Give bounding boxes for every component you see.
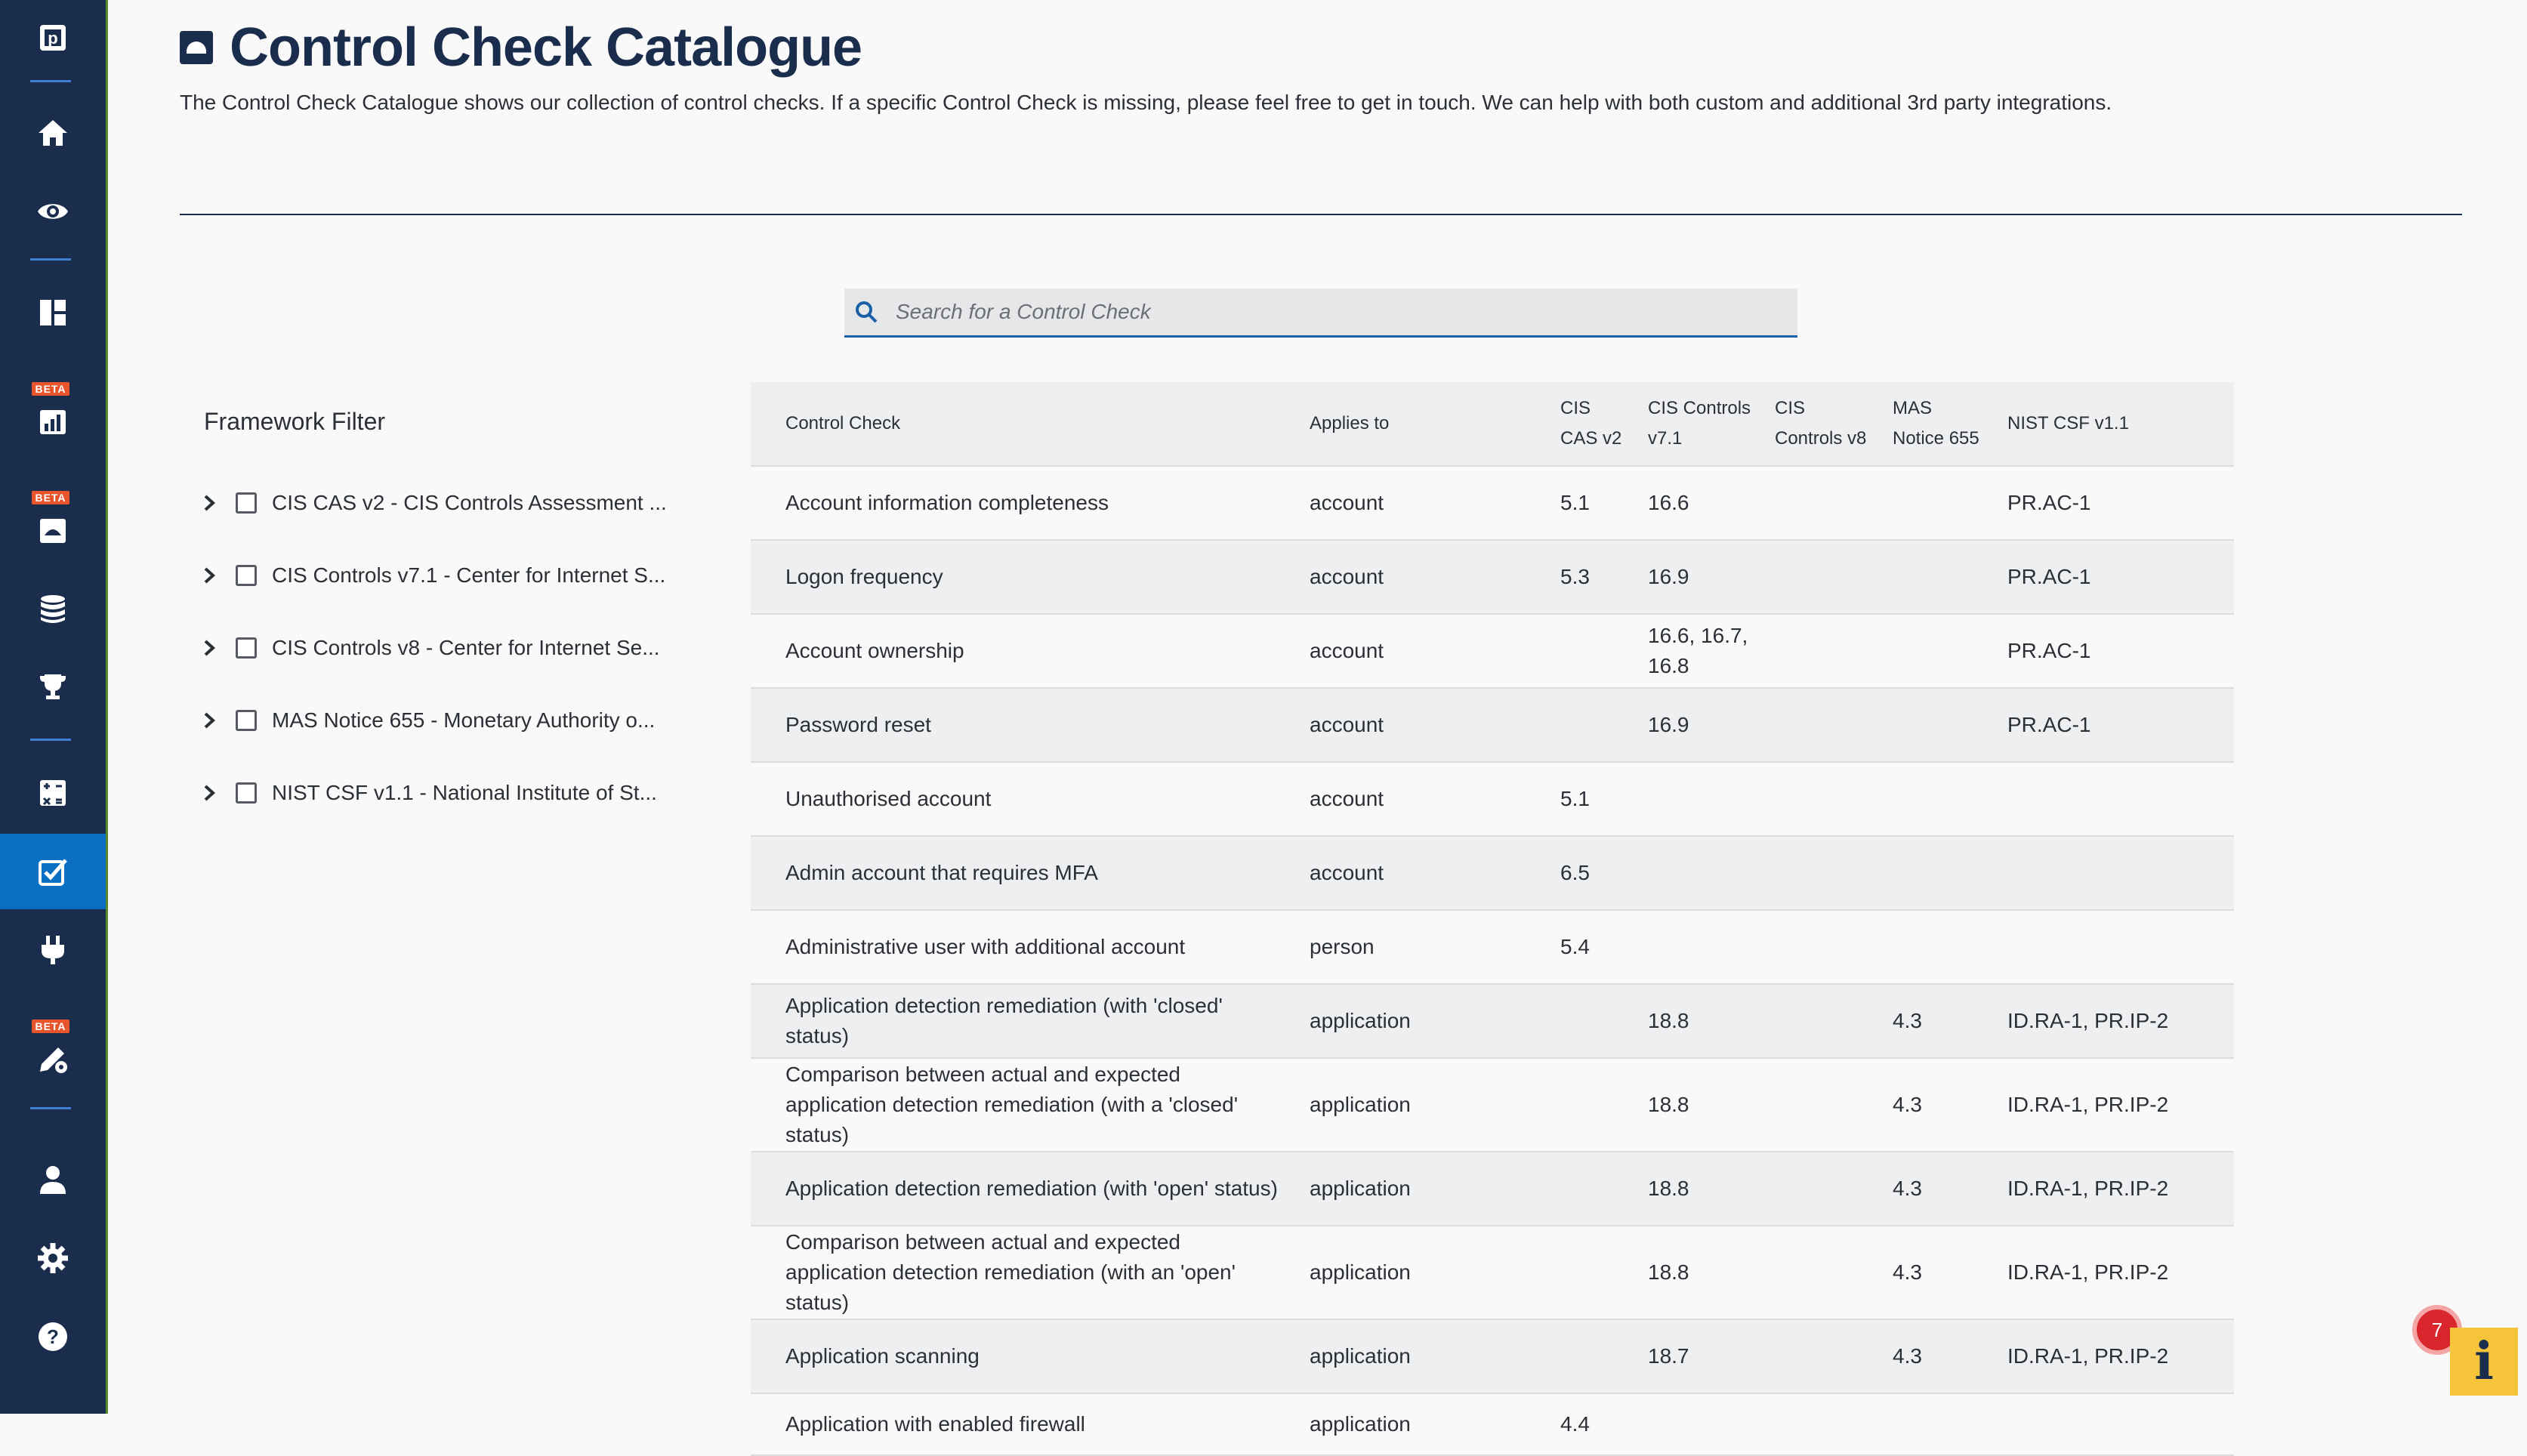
table-row[interactable] [751, 1059, 2234, 1152]
control-check-table [751, 382, 2234, 1456]
cell-cis-cas-v2: 6.5 [1560, 861, 1590, 884]
framework-filter-item [198, 625, 660, 671]
chevron-right-icon[interactable] [198, 564, 221, 587]
framework-filter-label: MAS Notice 655 - Monetary Authority o... [272, 708, 656, 732]
cell-mas-notice-655: 4.3 [1893, 1344, 1922, 1368]
beta-badge: BETA [32, 382, 69, 396]
cell-applies-to: application [1310, 1093, 1411, 1116]
trophy-icon[interactable] [0, 649, 106, 725]
framework-checkbox[interactable] [236, 710, 257, 731]
page-description: The Control Check Catalogue shows our collection of control checks. If a specific Control Check is missing, please feel free to get in touch. We can help with both custom and additional 3rd party integrations. [180, 91, 2112, 114]
cell-cis-cas-v2: 5.4 [1560, 935, 1590, 958]
col-header-cis-controls-v8[interactable]: CIS Controls v8 [1775, 398, 1867, 449]
table-row[interactable] [751, 763, 2234, 837]
cell-control-check: Application scanning [785, 1344, 980, 1368]
table-row[interactable] [751, 985, 2234, 1059]
col-header-cis-cas-v2[interactable]: CIS CAS v2 [1560, 398, 1622, 449]
home-icon[interactable] [0, 95, 106, 171]
catalogue-icon [180, 31, 213, 64]
framework-filter-item [198, 698, 655, 743]
svg-text:?: ? [47, 1325, 59, 1348]
catalogue-icon[interactable] [0, 492, 106, 568]
framework-checkbox[interactable] [236, 782, 257, 804]
table-row[interactable] [751, 1394, 2234, 1456]
cell-applies-to: account [1310, 491, 1384, 514]
framework-checkbox[interactable] [236, 492, 257, 514]
table-row[interactable] [751, 615, 2234, 689]
table-row[interactable] [751, 467, 2234, 541]
header-divider [180, 214, 2462, 215]
page-header [180, 14, 862, 82]
plug-icon[interactable] [0, 912, 106, 988]
search-icon [853, 299, 879, 325]
framework-filter-item [198, 480, 667, 526]
table-row[interactable] [751, 689, 2234, 763]
table-header [751, 382, 2234, 467]
sidebar-divider [30, 80, 71, 82]
search-input[interactable] [894, 299, 1728, 325]
svg-text:p: p [48, 29, 58, 48]
cell-applies-to: application [1310, 1177, 1411, 1200]
framework-filter-title: Framework Filter [204, 408, 386, 435]
sidebar-divider [30, 739, 71, 741]
cell-cis-controls-v71: 16.6, 16.7, 16.8 [1648, 624, 1748, 677]
cell-mas-notice-655: 4.3 [1893, 1009, 1922, 1032]
cell-nist-csf: ID.RA-1, PR.IP-2 [2007, 1093, 2169, 1116]
beta-badge: BETA [32, 1020, 69, 1033]
cell-control-check: Administrative user with additional account [785, 935, 1186, 958]
cell-control-check: Password reset [785, 713, 931, 736]
cell-cis-cas-v2: 4.4 [1560, 1412, 1590, 1436]
cell-cis-controls-v71: 18.8 [1648, 1177, 1689, 1200]
framework-filter-label: NIST CSF v1.1 - National Institute of St... [272, 781, 657, 804]
beta-badge: BETA [32, 491, 69, 504]
cell-control-check: Comparison between actual and expected application detection remediation (with an 'open' status) [785, 1230, 1236, 1314]
cell-applies-to: account [1310, 639, 1384, 662]
help-icon[interactable] [0, 1299, 106, 1374]
cell-nist-csf: PR.AC-1 [2007, 713, 2091, 736]
framework-checkbox[interactable] [236, 565, 257, 586]
col-header-nist-csf[interactable]: NIST CSF v1.1 [2007, 413, 2129, 433]
info-icon: i [2474, 1331, 2494, 1392]
col-header-cis-controls-v71[interactable]: CIS Controls v7.1 [1648, 398, 1751, 449]
cell-cis-controls-v71: 16.6 [1648, 491, 1689, 514]
cell-nist-csf: ID.RA-1, PR.IP-2 [2007, 1344, 2169, 1368]
cell-cis-cas-v2: 5.1 [1560, 491, 1590, 514]
framework-filter-item [198, 770, 657, 816]
cell-mas-notice-655: 4.3 [1893, 1177, 1922, 1200]
col-header-mas-notice-655[interactable]: MAS Notice 655 [1893, 398, 1979, 449]
eye-icon[interactable] [0, 174, 106, 249]
cell-nist-csf: ID.RA-1, PR.IP-2 [2007, 1177, 2169, 1200]
cell-nist-csf: ID.RA-1, PR.IP-2 [2007, 1009, 2169, 1032]
database-icon[interactable] [0, 571, 106, 646]
cell-cis-controls-v71: 16.9 [1648, 565, 1689, 588]
page-title: Control Check Catalogue [230, 17, 862, 78]
table-row[interactable] [751, 1226, 2234, 1320]
cell-applies-to: application [1310, 1260, 1411, 1284]
cell-control-check: Application with enabled firewall [785, 1412, 1085, 1436]
cell-cis-controls-v71: 16.9 [1648, 713, 1689, 736]
table-row[interactable] [751, 1320, 2234, 1394]
col-header-applies-to[interactable]: Applies to [1310, 413, 1390, 433]
cell-mas-notice-655: 4.3 [1893, 1260, 1922, 1284]
gear-icon[interactable] [0, 1220, 106, 1296]
table-row[interactable] [751, 837, 2234, 911]
settings-pen-icon[interactable] [0, 1021, 106, 1097]
cell-cis-controls-v71: 18.8 [1648, 1260, 1689, 1284]
chevron-right-icon[interactable] [198, 709, 221, 732]
table-row[interactable] [751, 541, 2234, 615]
cell-control-check: Comparison between actual and expected application detection remediation (with a 'closed' status) [785, 1063, 1239, 1146]
cell-applies-to: account [1310, 861, 1384, 884]
cell-cis-cas-v2: 5.3 [1560, 565, 1590, 588]
search-bar [844, 288, 1797, 338]
sidebar [0, 0, 108, 1414]
framework-filter-label: CIS Controls v8 - Center for Internet Se... [272, 636, 660, 659]
cell-nist-csf: PR.AC-1 [2007, 565, 2091, 588]
info-button[interactable] [2450, 1328, 2518, 1396]
chevron-right-icon[interactable] [198, 492, 221, 514]
cell-nist-csf: PR.AC-1 [2007, 491, 2091, 514]
cell-applies-to: person [1310, 935, 1375, 958]
cell-nist-csf: ID.RA-1, PR.IP-2 [2007, 1260, 2169, 1284]
cell-control-check: Account information completeness [785, 491, 1109, 514]
calculator-icon[interactable] [0, 755, 106, 831]
table-row[interactable] [751, 911, 2234, 985]
cell-cis-controls-v71: 18.7 [1648, 1344, 1689, 1368]
framework-filter-item [198, 553, 665, 598]
cell-control-check: Application detection remediation (with 'closed' status) [785, 994, 1223, 1047]
sidebar-divider [30, 258, 71, 261]
cell-control-check: Unauthorised account [785, 787, 992, 810]
cell-cis-controls-v71: 18.8 [1648, 1009, 1689, 1032]
chevron-right-icon[interactable] [198, 782, 221, 804]
framework-filter-label: CIS CAS v2 - CIS Controls Assessment ... [272, 491, 667, 514]
cell-control-check: Account ownership [785, 639, 964, 662]
user-icon[interactable] [0, 1142, 106, 1217]
cell-control-check: Admin account that requires MFA [785, 861, 1098, 884]
framework-filter-label: CIS Controls v7.1 - Center for Internet S... [272, 563, 666, 587]
cell-applies-to: application [1310, 1344, 1411, 1368]
cell-applies-to: application [1310, 1412, 1411, 1436]
col-header-control-check[interactable]: Control Check [785, 413, 901, 433]
dashboard-icon[interactable] [0, 275, 106, 350]
checklist-icon[interactable] [0, 834, 106, 909]
logo-icon[interactable] [0, 0, 106, 76]
cell-applies-to: application [1310, 1009, 1411, 1032]
framework-checkbox[interactable] [236, 637, 257, 659]
cell-applies-to: account [1310, 713, 1384, 736]
sidebar-divider [30, 1107, 71, 1109]
cell-mas-notice-655: 4.3 [1893, 1093, 1922, 1116]
cell-cis-cas-v2: 5.1 [1560, 787, 1590, 810]
cell-applies-to: account [1310, 787, 1384, 810]
table-row[interactable] [751, 1152, 2234, 1226]
cell-applies-to: account [1310, 565, 1384, 588]
cell-control-check: Logon frequency [785, 565, 943, 588]
chevron-right-icon[interactable] [198, 637, 221, 659]
cell-cis-controls-v71: 18.8 [1648, 1093, 1689, 1116]
notification-badge[interactable]: 7 [2412, 1305, 2462, 1355]
report-chart-icon[interactable] [0, 384, 106, 459]
cell-control-check: Application detection remediation (with 'open' status) [785, 1177, 1278, 1200]
cell-nist-csf: PR.AC-1 [2007, 639, 2091, 662]
